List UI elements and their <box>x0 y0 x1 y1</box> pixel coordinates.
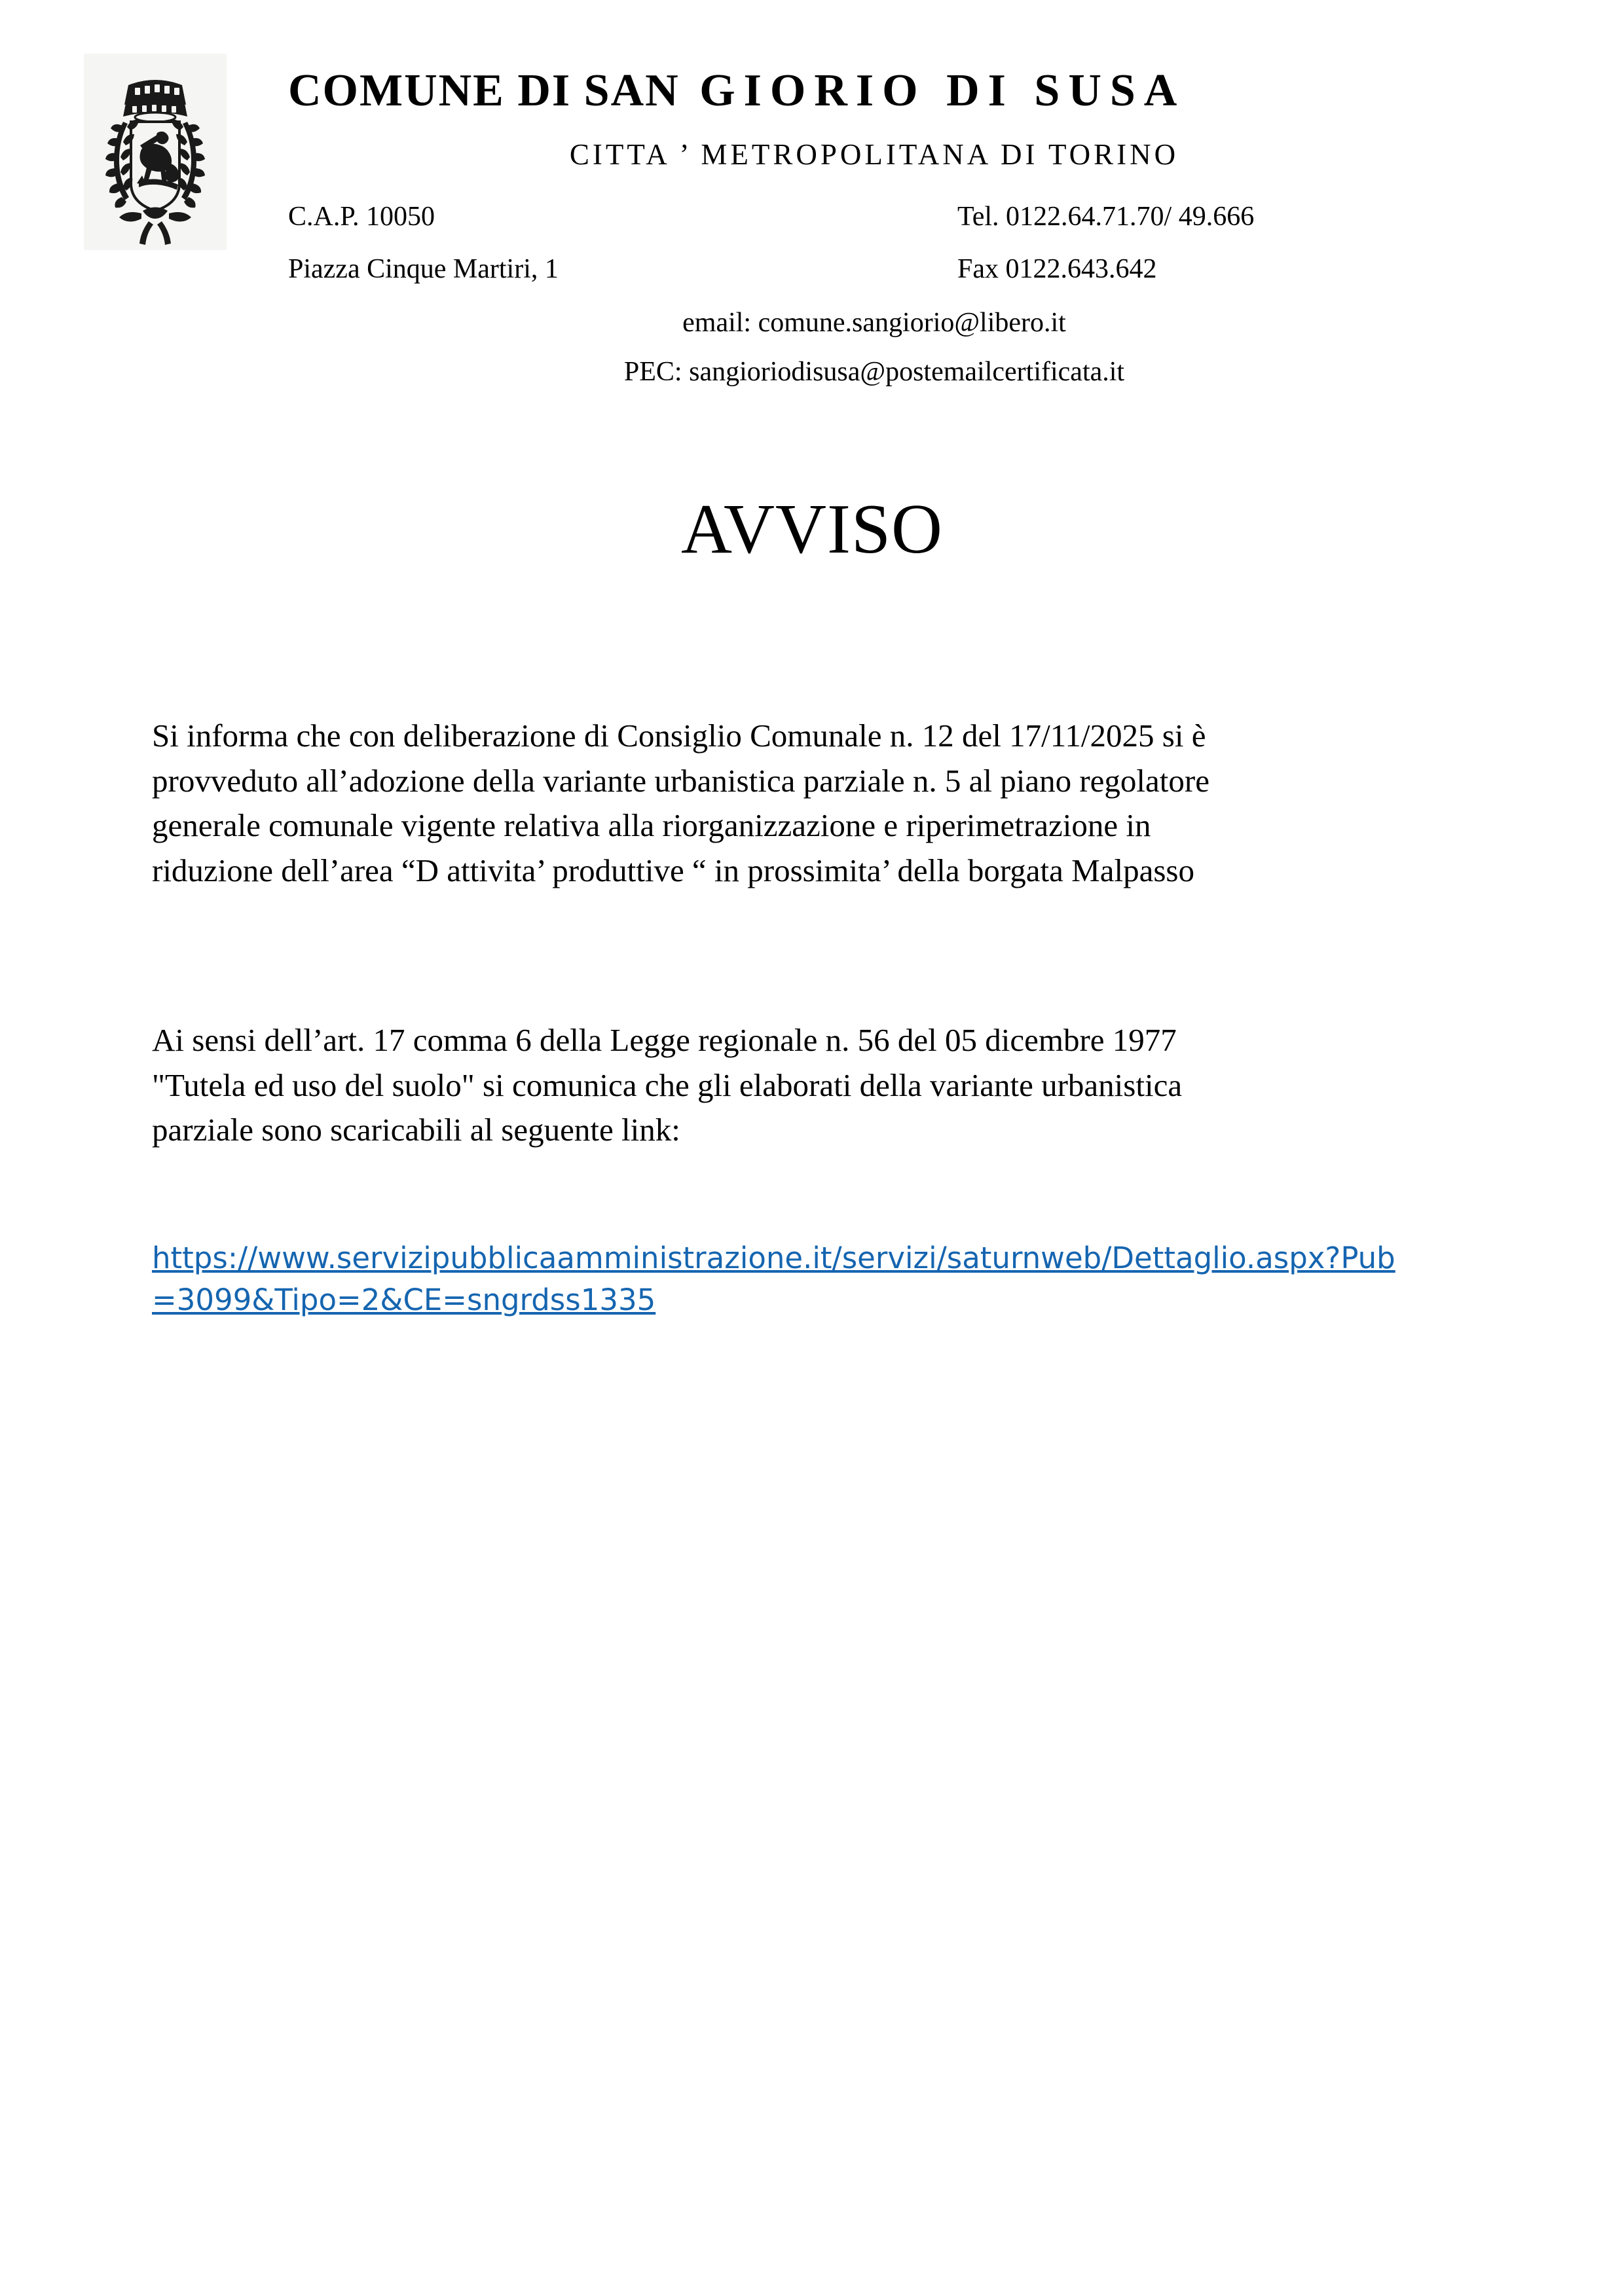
body-line: "Tutela ed uso del suolo" si comunica che gli elaborati della variante urbanistica <box>152 1066 1183 1103</box>
letterhead-title <box>288 65 1460 116</box>
body-paragraph-adoption <box>152 714 1458 893</box>
body-line: generale comunale vigente relativa alla riorganizzazione e riperimetrazione in <box>152 807 1151 844</box>
body-line: riduzione dell’area “D attivita’ produttive “ in prossimita’ della borgata Malpasso <box>152 852 1194 888</box>
fax-text: Fax 0122.643.642 <box>957 254 1157 284</box>
body-line: parziale sono scaricabili al seguente link: <box>152 1112 680 1148</box>
pec-text: PEC: sangioriodisusa@postemailcertificata.it <box>623 357 1125 387</box>
email-text: email: comune.sangiorio@libero.it <box>682 308 1066 338</box>
body-paragraph-legal-reference <box>152 1018 1458 1153</box>
letterhead-subtitle: CITTA ’ METROPOLITANA DI TORINO <box>569 138 1179 171</box>
letterhead-title-part-3: DI SUSA <box>946 65 1186 116</box>
postal-code-text: C.A.P. 10050 <box>288 202 435 232</box>
variant-documents-link[interactable]: https://www.servizipubblicaamministrazione.it/servizi/saturnweb/Dettaglio.aspx?Pub=3099&Tipo=2&CE=sngrdss1335 <box>152 1241 1395 1317</box>
letterhead <box>0 0 1624 419</box>
letterhead-title-part-1: COMUNE DI SAN <box>288 65 680 116</box>
body-line: provveduto all’adozione della variante urbanistica parziale n. 5 al piano regolatore <box>152 762 1209 799</box>
letterhead-title-part-2: GIORIO <box>699 65 927 116</box>
body-line: Ai sensi dell’art. 17 comma 6 della Legge regionale n. 56 del 05 dicembre 1977 <box>152 1022 1177 1058</box>
download-link-container <box>152 1237 1458 1322</box>
body-line: Si informa che con deliberazione di Consiglio Comunale n. 12 del 17/11/2025 si è <box>152 718 1206 754</box>
page-title: AVVISO <box>680 490 944 568</box>
coat-of-arms-icon <box>84 54 227 250</box>
phone-text: Tel. 0122.64.71.70/ 49.666 <box>957 202 1255 232</box>
address-text: Piazza Cinque Martiri, 1 <box>288 254 559 284</box>
